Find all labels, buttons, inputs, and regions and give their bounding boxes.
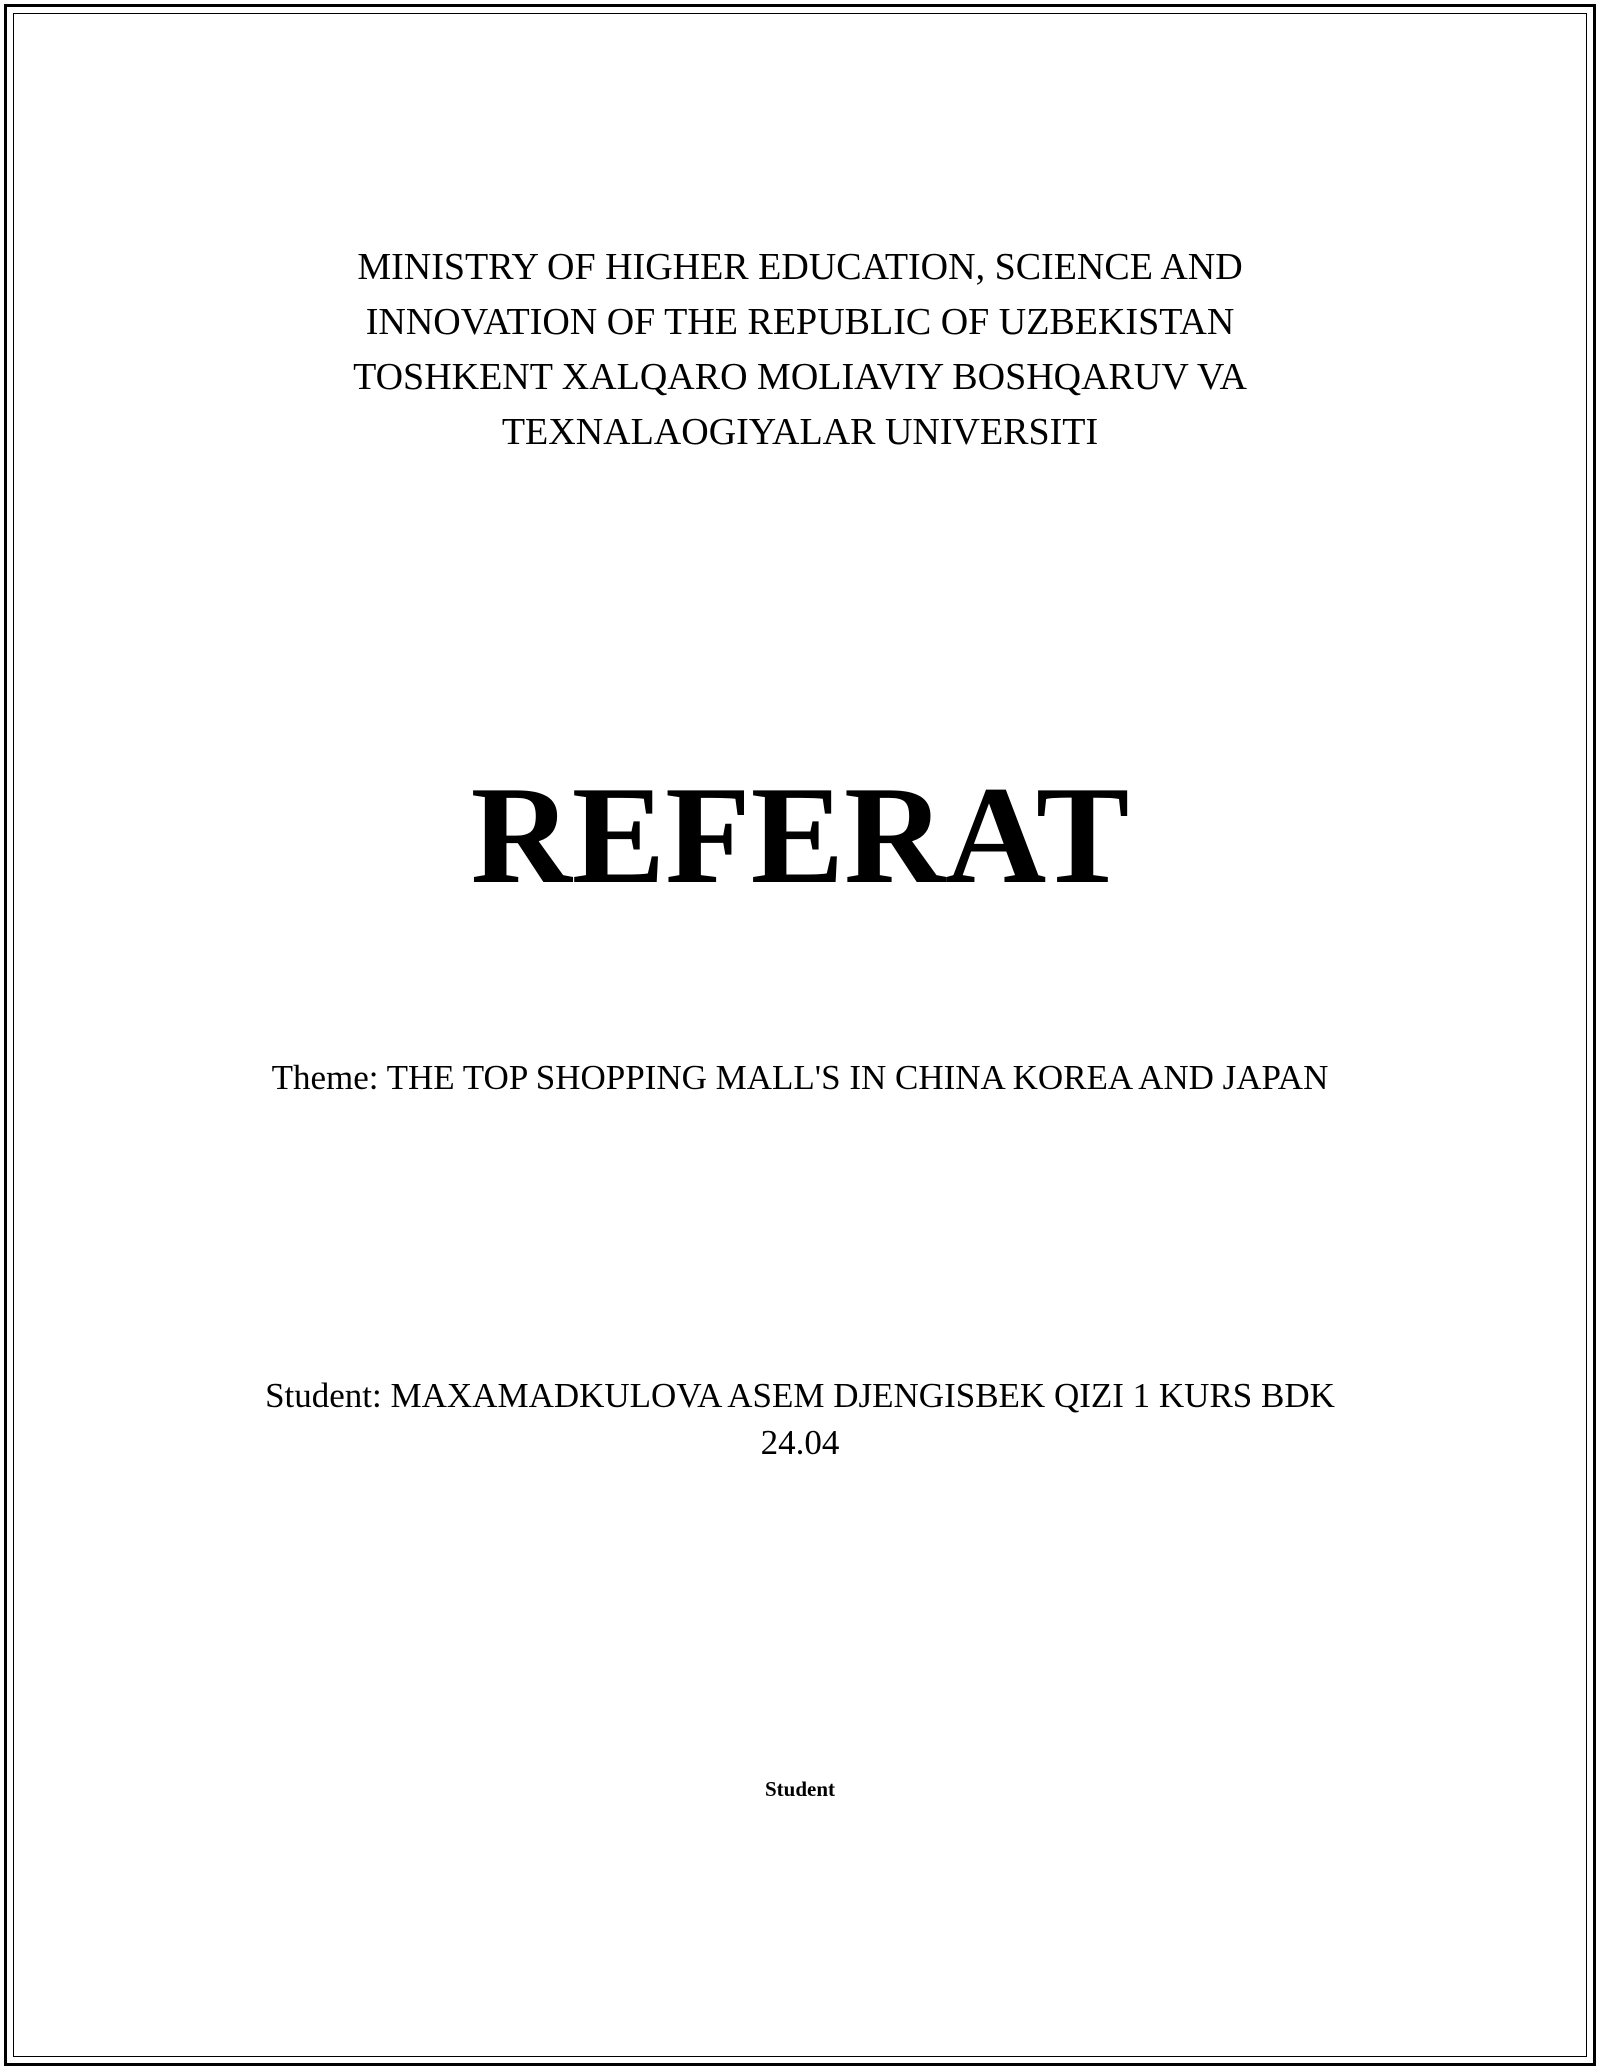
footer-student-label: Student	[764, 1777, 836, 1801]
document-title: REFERAT	[470, 758, 1130, 913]
ministry-heading-line-1: MINISTRY OF HIGHER EDUCATION, SCIENCE AND	[357, 246, 1243, 288]
theme-text: Theme: THE TOP SHOPPING MALL'S IN CHINA KOREA AND JAPAN	[271, 1058, 1329, 1097]
ministry-heading-line-2: INNOVATION OF THE REPUBLIC OF UZBEKISTAN	[365, 301, 1235, 343]
university-heading-line-1: TOSHKENT XALQARO MOLIAVIY BOSHQARUV VA	[353, 356, 1247, 398]
university-heading-line-2: TEXNALAOGIYALAR UNIVERSITI	[501, 411, 1099, 453]
student-info-line-2: 24.04	[760, 1423, 840, 1462]
student-info-line-1: Student: MAXAMADKULOVA ASEM DJENGISBEK QIZI 1 KURS BDK	[265, 1376, 1335, 1415]
